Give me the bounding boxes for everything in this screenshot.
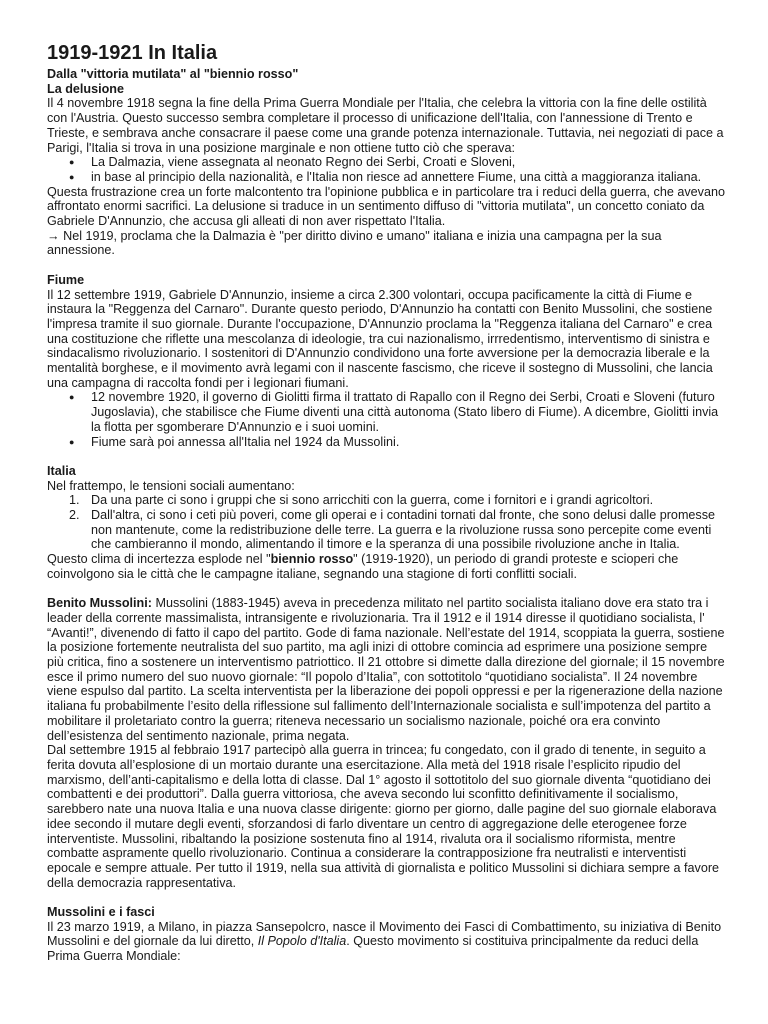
bold-label: Benito Mussolini: [47, 596, 152, 611]
bullet-list-delusione [47, 155, 727, 184]
list-item: ● La Dalmazia, viene assegnata al neonato Regno dei Serbi, Croati e Sloveni, [91, 155, 727, 170]
section-heading-fiume: Fiume [47, 272, 85, 287]
bold-term: biennio rosso [270, 552, 354, 567]
paragraph-fasci [47, 920, 727, 964]
paragraph-delusione-intro: Il 4 novembre 1918 segna la fine della Prima Guerra Mondiale per l'Italia, che celebra la vittoria con la fine delle ostilità con l'Austria. Questo successo sembra completare il processo di unificazione dell'Italia, con l'annessione di Trento e Trieste, e sembrava anche consacrare il paese come una grande potenza internazionale. Tuttavia, nei negoziati di pace a Parigi, l'Italia si trova in una posizione marginale e non ottiene tutto ciò che sperava: [47, 96, 724, 155]
section-heading-italia: Italia [47, 463, 76, 478]
page-title: 1919-1921 In Italia [47, 42, 218, 64]
italic-title: Il Popolo d'Italia [257, 934, 347, 949]
page-subtitle: Dalla "vittoria mutilata" al "biennio rosso" [47, 67, 299, 81]
paragraph-biennio-rosso [47, 552, 727, 581]
paragraph-fiume: Il 12 settembre 1919, Gabriele D'Annunzio, insieme a circa 2.300 volontari, occupa pacificamente la città di Fiume e instaura la "Reggenza del Carnaro". Durante questo periodo, D'Annunzio ha contatti con Benito Mussolini, che sostiene l'impresa tramite il suo giornale. Durante l'occupazione, D'Annunzio proclama la "Reggenza italiana del Carnaro" e crea una costituzione che riflette una mescolanza di ideologie, tra cui nazionalismo, irrredentismo, interventismo di sinistra e sindacalismo rivoluzionario. I sostenitori di D'Annunzio condividono una forte avversione per la democrazia liberale e la mentalità borghese, e il movimento avrà legami con il nascente fascismo, che riceve il sostegno di Mussolini, che lancia una campagna di raccolta fondi per i legionari fiumani. [47, 287, 713, 390]
paragraph-italia-intro: Nel frattempo, le tensioni sociali aumentano: [47, 478, 295, 493]
section-heading-delusione: La delusione [47, 81, 124, 96]
text-run: Mussolini (1883-1945) aveva in precedenza militato nel partito socialista italiano dove era stato tra i leader della corrente massimalista, intransigente e rivoluzionaria. Tra il 1912 e il 1914 diresse il quotidiano socialista, l' “Avanti!”, divenendo di fatto il capo del partito. Gode di fama nazionale. Nell’estate del 1914, scoppiata la guerra, sostiene la posizione fortemente neutralista del suo partito, ma agli inizi di ottobre comincia ad esprimere una posizione sempre più critica, fino a sostenere un interventismo patriottico. Il 21 ottobre si dimette dalla direzione del giornale; il 15 novembre esce il primo numero del suo nuovo giornale: “Il popolo d’Italia”, con sottotitolo “quotidiano socialista”. Il 24 novembre viene espulso dal partito. La scelta interventista per la liberazione dei popoli oppressi e per la rigenerazione della nazione italiana fu probabilmente l’esito della riflessione sul fallimento dell’Internazionale socialista e sull’impotenza del partito a mobilitare il proletariato contro la guerra; riteneva necessario un socialismo nazionale, poiché ora era convinto dell’esistenza del sentimento nazionale, prima negata. [47, 596, 725, 743]
list-item [69, 508, 727, 552]
section-heading-fasci: Mussolini e i fasci [47, 905, 155, 920]
list-item: ● in base al principio della nazionalità, e l'Italia non riesce ad annettere Fiume, una città a maggioranza italiana. [91, 170, 727, 185]
text-run: " (1919-1920), un periodo di grandi proteste e scioperi che coinvolgono sia le città che le campagne italiane, segnando una stagione di forti conflitti sociali. [47, 552, 679, 581]
text-run: Il 23 marzo 1919, a Milano, in piazza Sansepolcro, nasce il Movimento dei Fasci di Combattimento, su iniziativa di Benito Mussolini e del giornale da lui diretto, [47, 919, 722, 949]
bullet-list-fiume [47, 390, 727, 449]
document-page [47, 41, 727, 964]
paragraph-mussolini-2: Dal settembre 1915 al febbraio 1917 partecipò alla guerra in trincea; fu congedato, con il grado di tenente, in seguito a ferita dovuta all’esplosione di un mortaio durante una esercitazione. Alla metà del 1918 risale l’esplicito ripudio del marxismo, dell’anti-capitalismo e della lotta di classe. Dal 1° agosto il sottotitolo del suo giornale diventa “quotidiano dei combattenti e dei produttori”. Dalla guerra vittoriosa, che aveva secondo lui sconfitto definitivamente il socialismo, sarebbero nate una nuova Italia e una nuova classe dirigente: giorno per giorno, dalle pagine del suo giornale elaborava idee secondo il mutare degli eventi, sforzandosi di farlo diventare un centro di aggregazione delle eterogenee forze interventiste. Mussolini, ribaltando la posizione sostenuta fino al 1914, rivaluta ora il socialismo riformista, mentre combatte aspramente quello rivoluzionario. Continua a considerare la contrapposizione fra neutralisti e interventisti epocale e sempre attuale. Per tutto il 1919, nella sua attività di giornalista e politico Mussolini si dichiara sempre a favore della democrazia rappresentativa. [47, 743, 720, 890]
list-item-text: Dall'altra, ci sono i ceti più poveri, come gli operai e i contadini tornati dal fronte, che sono delusi dalle promesse non mantenute, come la redistribuzione delle terre. La guerra e la rivoluzione russa sono percepite come eventi che cambieranno il mondo, alimentando il timore e la speranza di una possibile rivoluzione anche in Italia. [91, 508, 716, 552]
list-item: ● 12 novembre 1920, il governo di Giolitti firma il trattato di Rapallo con il Regno dei Serbi, Croati e Sloveni (futuro Jugoslavia), che stabilisce che Fiume diventi una città autonoma (Stato libero di Fiume). A dicembre, Giolitti invia la flotta per sgomberare D'Annunzio e i suoi uomini. [91, 390, 727, 434]
paragraph-delusione-arrow: → Nel 1919, proclama che la Dalmazia è "per diritto divino e umano" italiana e inizia una campagna per la sua annessione. [47, 228, 662, 258]
list-item-text: Da una parte ci sono i gruppi che si sono arricchiti con la guerra, come i fornitori e i grandi agricoltori. [91, 493, 654, 508]
list-number: 2. [69, 508, 80, 523]
list-item [69, 493, 727, 508]
paragraph-delusione-after: Questa frustrazione crea un forte malcontento tra l'opinione pubblica e in particolare tra i reduci della guerra, che avevano affrontato enormi sacrifici. La delusione si traduce in un sentimento diffuso di "vittoria mutilata", un concetto coniato da Gabriele D'Annunzio, che accusa gli alleati di non aver rispettato l'Italia. [47, 184, 725, 229]
paragraph-mussolini [47, 596, 727, 743]
list-number: 1. [69, 493, 80, 508]
text-run: . Questo movimento si costituiva principalmente da reduci della Prima Guerra Mondiale: [47, 934, 699, 964]
list-item: ● Fiume sarà poi annessa all'Italia nel 1924 da Mussolini. [91, 435, 727, 450]
text-run: Questo clima di incertezza esplode nel " [47, 552, 271, 567]
numbered-list-italia [47, 493, 727, 552]
